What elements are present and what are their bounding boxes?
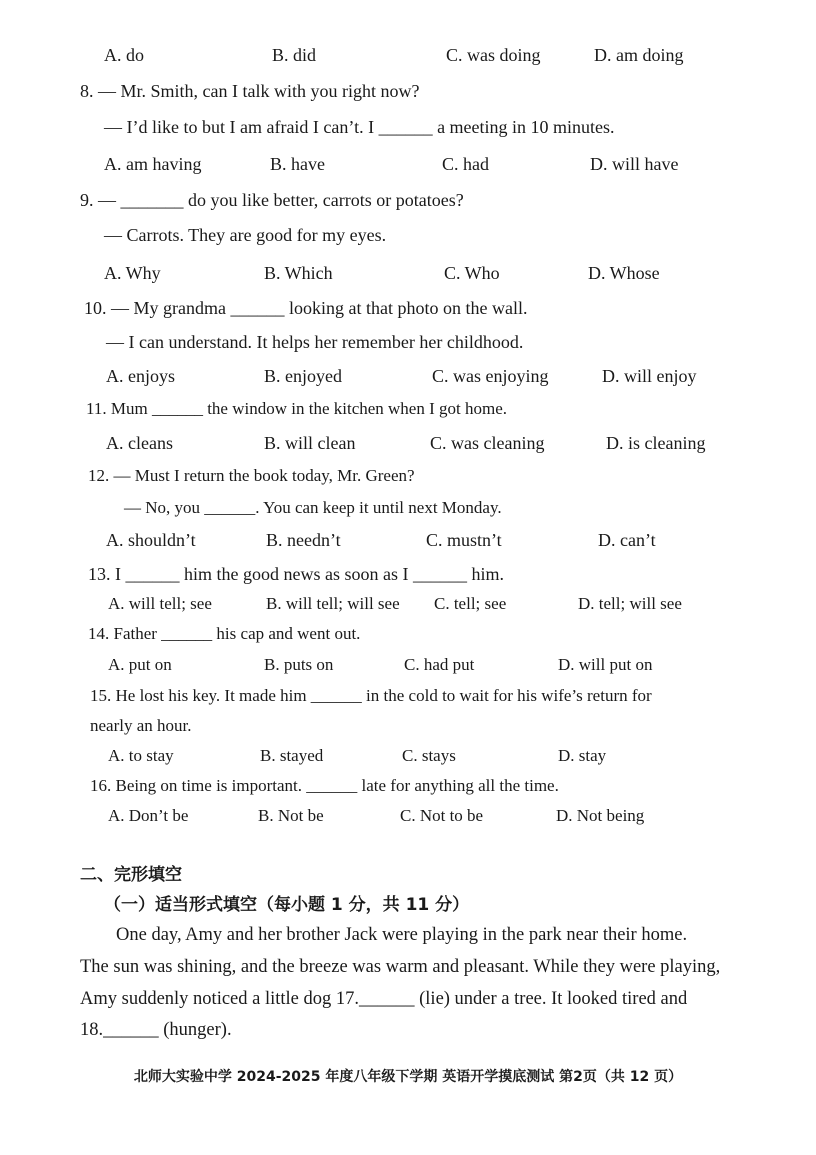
q9-option-b: B. Which <box>264 263 333 283</box>
q14-line-1: 14. Father ______ his cap and went out. <box>88 624 361 643</box>
q13-option-a: A. will tell; see <box>108 594 212 613</box>
q12-option-a: A. shouldn’t <box>106 530 196 550</box>
q15-option-b: B. stayed <box>260 746 324 765</box>
q13-line-1: 13. I ______ him the good news as soon as I ______ him. <box>88 564 504 584</box>
q9-option-d: D. Whose <box>588 263 660 283</box>
q12-option-c: C. mustn’t <box>426 530 502 550</box>
q10-option-d: D. will enjoy <box>602 366 697 386</box>
q8-option-b: B. have <box>270 154 325 174</box>
q13-option-d: D. tell; will see <box>578 594 682 613</box>
q11-option-c: C. was cleaning <box>430 433 545 453</box>
q12-line-1: 12. — Must I return the book today, Mr. Green? <box>88 466 415 485</box>
top-edge-marks <box>476 0 776 2</box>
q10-line-1: 10. — My grandma ______ looking at that photo on the wall. <box>84 298 528 318</box>
q16-line-1: 16. Being on time is important. ______ late for anything all the time. <box>90 776 559 795</box>
section-subtitle: （一）适当形式填空（每小题 1 分，共 11 分） <box>104 895 470 915</box>
q15-option-d: D. stay <box>558 746 607 765</box>
q8-line-1: 8. — Mr. Smith, can I talk with you right now? <box>80 81 420 101</box>
q7-option-a: A. do <box>104 45 144 65</box>
q11-line-1: 11. Mum ______ the window in the kitchen when I got home. <box>86 399 508 418</box>
page-footer: 北师大实验中学 2024-2025 年度八年级下学期 英语开学摸底测试 第2页（共 12 页） <box>133 1069 683 1085</box>
q10-option-c: C. was enjoying <box>432 366 549 386</box>
q14-option-c: C. had put <box>404 655 475 674</box>
passage-line-3: Amy suddenly noticed a little dog 17.______ (lie) under a tree. It looked tired and <box>80 989 688 1009</box>
q8-option-c: C. had <box>442 154 489 174</box>
q11-option-d: D. is cleaning <box>606 433 706 453</box>
q14-option-d: D. will put on <box>558 655 653 674</box>
passage-line-1: One day, Amy and her brother Jack were playing in the park near their home. <box>116 925 688 945</box>
q9-line-2: — Carrots. They are good for my eyes. <box>104 225 387 245</box>
q12-option-d: D. can’t <box>598 530 656 550</box>
q15-line-1: 15. He lost his key. It made him ______ in the cold to wait for his wife’s return for <box>90 686 652 705</box>
q9-option-a: A. Why <box>104 263 161 283</box>
passage-line-4: 18.______ (hunger). <box>80 1020 232 1040</box>
section-title: 二、完形填空 <box>80 865 182 885</box>
q8-line-2: — I’d like to but I am afraid I can’t. I ______ a meeting in 10 minutes. <box>104 117 615 137</box>
q15-line-2: nearly an hour. <box>90 716 192 735</box>
q10-line-2: — I can understand. It helps her remember her childhood. <box>106 332 524 352</box>
q14-option-a: A. put on <box>108 655 172 674</box>
q15-option-a: A. to stay <box>108 746 174 765</box>
q9-option-c: C. Who <box>444 263 500 283</box>
q16-option-a: A. Don’t be <box>108 806 189 825</box>
q10-option-b: B. enjoyed <box>264 366 342 386</box>
q9-line-1: 9. — _______ do you like better, carrots or potatoes? <box>80 190 464 210</box>
q16-option-d: D. Not being <box>556 806 645 825</box>
q13-option-b: B. will tell; will see <box>266 594 400 613</box>
passage-line-2: The sun was shining, and the breeze was warm and pleasant. While they were playing, <box>80 957 721 977</box>
q13-option-c: C. tell; see <box>434 594 507 613</box>
q8-option-a: A. am having <box>104 154 202 174</box>
q15-option-c: C. stays <box>402 746 456 765</box>
q8-option-d: D. will have <box>590 154 679 174</box>
q7-option-c: C. was doing <box>446 45 541 65</box>
q16-option-c: C. Not to be <box>400 806 484 825</box>
q11-option-b: B. will clean <box>264 433 356 453</box>
q12-option-b: B. needn’t <box>266 530 341 550</box>
q7-option-b: B. did <box>272 45 317 65</box>
q14-option-b: B. puts on <box>264 655 334 674</box>
q7-option-d: D. am doing <box>594 45 684 65</box>
q16-option-b: B. Not be <box>258 806 324 825</box>
q10-option-a: A. enjoys <box>106 366 175 386</box>
q11-option-a: A. cleans <box>106 433 173 453</box>
q12-line-2: — No, you ______. You can keep it until next Monday. <box>124 498 502 517</box>
